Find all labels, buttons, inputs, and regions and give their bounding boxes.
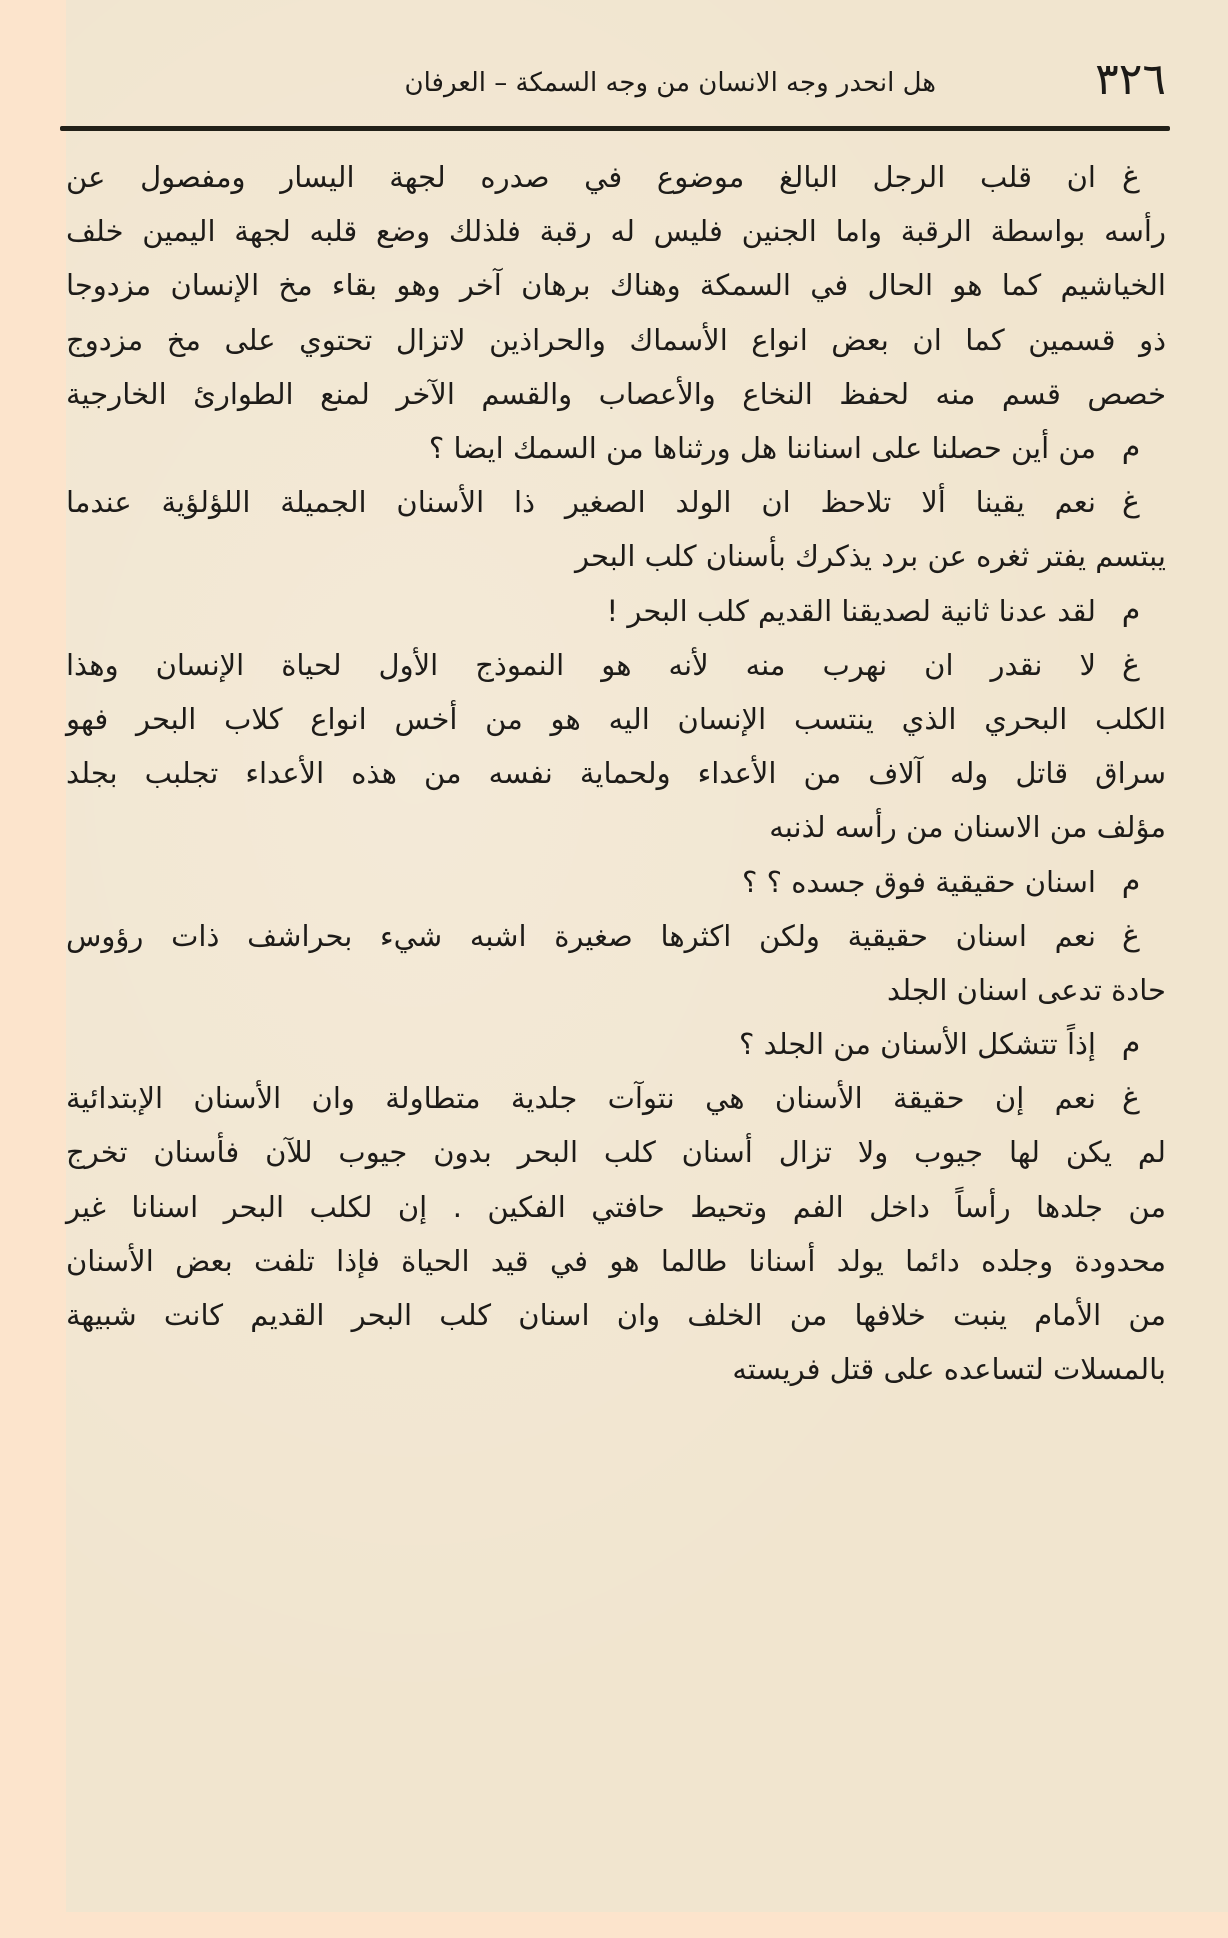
line-text: من أين حصلنا على اسناننا هل ورثناها من السمك ايضا ؟ — [428, 431, 1096, 466]
text-line — [66, 1288, 1166, 1342]
speaker-marker: غ — [1122, 1080, 1140, 1116]
text-line — [66, 258, 1166, 312]
line-text: مؤلف من الاسنان من رأسه لذنبه — [769, 810, 1166, 845]
speaker-marker: غ — [1122, 646, 1140, 682]
text-line — [66, 1017, 1166, 1071]
text-line — [66, 1071, 1166, 1125]
page-header — [66, 50, 1166, 110]
line-text: حادة تدعى اسنان الجلد — [887, 972, 1166, 1007]
line-text: بالمسلات لتساعده على قتل فريسته — [732, 1352, 1166, 1387]
text-line — [66, 746, 1166, 800]
speaker-marker: م — [1121, 592, 1141, 628]
speaker-marker: غ — [1122, 917, 1140, 953]
speaker-marker: غ — [1122, 484, 1140, 520]
text-line — [66, 150, 1166, 204]
line-text: نعم اسنان حقيقية ولكن اكثرها صغيرة اشبه شيء بحراشف ذات رؤوس — [66, 918, 1096, 953]
line-text: لقد عدنا ثانية لصديقنا القديم كلب البحر ! — [606, 593, 1096, 628]
line-text: اسنان حقيقية فوق جسده ؟ ؟ — [742, 864, 1096, 899]
line-text: إذاً تتشكل الأسنان من الجلد ؟ — [738, 1027, 1096, 1062]
speaker-marker: م — [1121, 430, 1141, 466]
text-line — [66, 367, 1166, 421]
speaker-marker: م — [1121, 1026, 1141, 1062]
text-line — [66, 1342, 1166, 1396]
text-line — [66, 638, 1166, 692]
speaker-marker: م — [1121, 863, 1141, 899]
book-page — [66, 0, 1228, 1912]
line-text: الخياشيم كما هو الحال في السمكة وهناك برهان آخر وهو بقاء مخ الإنسان مزدوجا — [66, 268, 1166, 303]
line-text: محدودة وجلده دائما يولد أسنانا طالما هو في قيد الحياة فإذا تلفت بعض الأسنان — [66, 1243, 1166, 1278]
line-text: لم يكن لها جيوب ولا تزال أسنان كلب البحر بدون جيوب للآن فأسنان تخرج — [66, 1135, 1166, 1170]
text-line — [66, 313, 1166, 367]
text-line — [66, 692, 1166, 746]
line-text: نعم يقينا ألا تلاحظ ان الولد الصغير ذا الأسنان الجميلة اللؤلؤية عندما — [66, 485, 1096, 520]
line-text: خصص قسم منه لحفظ النخاع والأعصاب والقسم الآخر لمنع الطوارئ الخارجية — [66, 376, 1166, 411]
line-text: يبتسم يفتر ثغره عن برد يذكرك بأسنان كلب البحر — [575, 539, 1166, 574]
line-text: من الأمام ينبت خلافها من الخلف وان اسنان كلب البحر القديم كانت شبيهة — [66, 1298, 1166, 1333]
text-line — [66, 1125, 1166, 1179]
text-line — [66, 204, 1166, 258]
text-line — [66, 421, 1166, 475]
line-text: سراق قاتل وله آلاف من الأعداء ولحماية نفسه من هذه الأعداء تجلبب بجلد — [66, 756, 1166, 791]
line-text: نعم إن حقيقة الأسنان هي نتوآت جلدية متطاولة وان الأسنان الإبتدائية — [66, 1081, 1096, 1116]
line-text: من جلدها رأساً داخل الفم وتحيط حافتي الفكين . إن لكلب البحر اسنانا غير — [66, 1189, 1166, 1224]
header-rule — [60, 126, 1170, 131]
line-text: ان قلب الرجل البالغ موضوع في صدره لجهة اليسار ومفصول عن — [66, 160, 1096, 195]
text-line — [66, 529, 1166, 583]
text-line — [66, 909, 1166, 963]
text-line — [66, 584, 1166, 638]
speaker-marker: غ — [1122, 159, 1140, 195]
text-line — [66, 475, 1166, 529]
line-text: لا نقدر ان نهرب منه لأنه هو النموذج الأول لحياة الإنسان وهذا — [66, 647, 1096, 682]
running-title: هل انحدر وجه الانسان من وجه السمكة – العرفان — [404, 68, 936, 98]
text-line — [66, 1234, 1166, 1288]
page-number: ٣٢٦ — [1095, 54, 1166, 105]
line-text: رأسه بواسطة الرقبة واما الجنين فليس له رقبة فلذلك وضع قلبه لجهة اليمين خلف — [66, 214, 1166, 249]
text-line — [66, 854, 1166, 908]
text-line — [66, 963, 1166, 1017]
line-text: ذو قسمين كما ان بعض انواع الأسماك والحراذين لاتزال تحتوي على مخ مزدوج — [66, 322, 1166, 357]
line-text: الكلب البحري الذي ينتسب الإنسان اليه هو من أخس انواع كلاب البحر فهو — [66, 701, 1166, 736]
dialogue-text — [66, 150, 1166, 1396]
text-line — [66, 1180, 1166, 1234]
text-line — [66, 800, 1166, 854]
